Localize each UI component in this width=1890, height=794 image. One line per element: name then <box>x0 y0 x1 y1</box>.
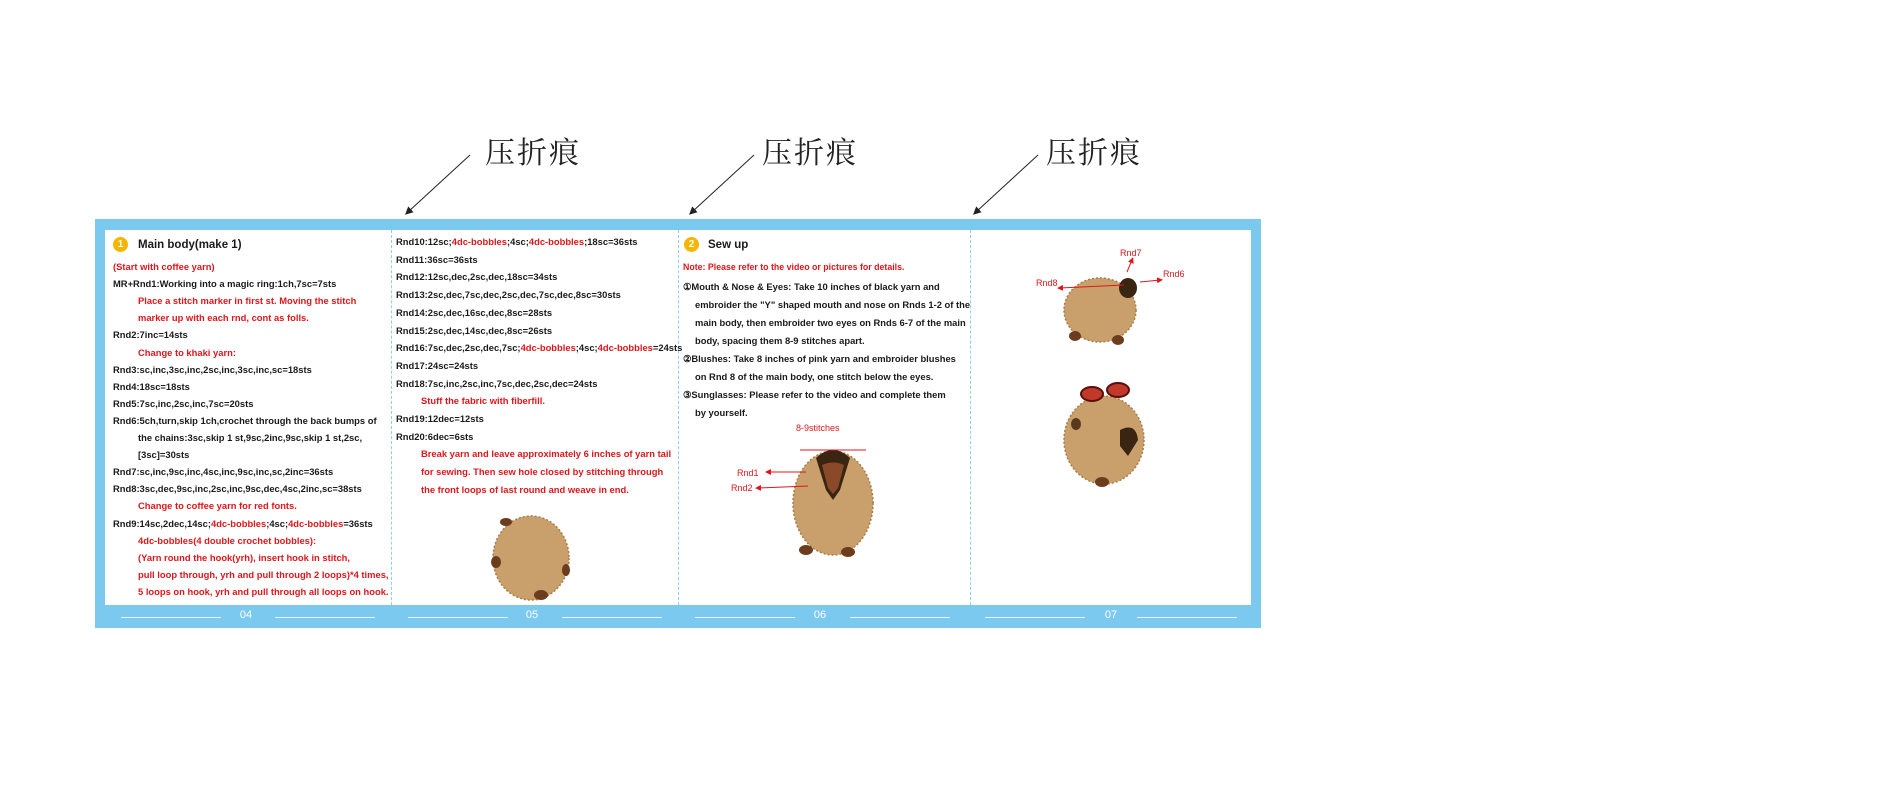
capybara-sunglasses-photo <box>1062 380 1152 490</box>
instruction-line: Change to khaki yarn: <box>138 346 236 358</box>
instruction-line: MR+Rnd1:Working into a magic ring:1ch,7sc=7sts <box>113 278 337 290</box>
fold-mark-label-3: 压折痕 <box>1046 136 1142 171</box>
instruction-line: Rnd10:12sc;4dc-bobbles;4sc;4dc-bobbles;18sc=36sts <box>396 236 638 247</box>
instruction-line: embroider the "Y" shaped mouth and nose on Rnds 1-2 of the <box>695 299 971 310</box>
fold-arrow-2 <box>692 155 754 212</box>
instruction-line: Rnd9:14sc,2dec,14sc;4dc-bobbles;4sc;4dc-bobbles=36sts <box>113 517 373 529</box>
instruction-line: Rnd16:7sc,dec,2sc,dec,7sc;4dc-bobbles;4sc;4dc-bobbles=24sts <box>396 342 683 354</box>
page-07 <box>970 230 1251 605</box>
instruction-line: Rnd4:18sc=18sts <box>113 380 190 392</box>
instruction-line: Rnd14:2sc,dec,16sc,dec,8sc=28sts <box>396 306 553 318</box>
instruction-line: 4dc-bobbles(4 double crochet bobbles): <box>138 534 317 546</box>
note-text: Note: Please refer to the video or pictures for details. <box>683 262 905 272</box>
instruction-line: Rnd7:sc,inc,9sc,inc,4sc,inc,9sc,inc,sc,2inc=36sts <box>113 466 334 478</box>
instruction-line: on Rnd 8 of the main body, one stitch below the eyes. <box>695 371 934 382</box>
label-rnd7: Rnd7 <box>1120 248 1142 258</box>
instruction-line: [3sc]=30sts <box>138 449 190 461</box>
instruction-line: the chains:3sc,skip 1 st,9sc,2inc,9sc,skip 1 st,2sc, <box>138 432 363 443</box>
instruction-line: 5 loops on hook, yrh and pull through all loops on hook. <box>138 585 389 597</box>
section-title: Sew up <box>708 239 749 251</box>
instruction-line: by yourself. <box>695 407 748 418</box>
instruction-line: the front loops of last round and weave in end. <box>421 483 629 495</box>
instruction-line: Rnd2:7inc=14sts <box>113 329 188 341</box>
page-05 <box>391 230 683 605</box>
page-04 <box>105 230 391 605</box>
fold-arrow-3 <box>976 155 1038 212</box>
instruction-line: marker up with each rnd, cont as folls. <box>138 312 309 324</box>
instruction-line: Break yarn and leave approximately 6 inches of yarn tail <box>421 448 672 460</box>
instruction-line: for sewing. Then sew hole closed by stitching through <box>421 466 664 478</box>
fold-mark-label-2: 压折痕 <box>762 136 858 171</box>
page-number: 06 <box>813 609 827 621</box>
instruction-line: Change to coffee yarn for red fonts. <box>138 500 297 512</box>
instruction-line: Rnd19:12dec=12sts <box>396 413 484 424</box>
page-number: 04 <box>239 609 253 621</box>
page-footer <box>95 609 1261 623</box>
label-rnd1: Rnd1 <box>737 468 759 478</box>
instruction-line: (Yarn round the hook(yrh), insert hook in stitch, <box>138 551 350 563</box>
instruction-line: Rnd3:sc,inc,3sc,inc,2sc,inc,3sc,inc,sc=18sts <box>113 363 312 375</box>
label-8-9-stitches: 8-9stitches <box>796 423 840 433</box>
instruction-line: Place a stitch marker in first st. Moving the stitch <box>138 295 357 307</box>
instruction-line: ③Sunglasses: Please refer to the video and complete them <box>683 389 946 400</box>
instruction-line: Rnd18:7sc,inc,2sc,inc,7sc,dec,2sc,dec=24sts <box>396 377 598 389</box>
instruction-line: ①Mouth & Nose & Eyes: Take 10 inches of black yarn and <box>683 281 940 292</box>
page-number: 05 <box>525 609 539 621</box>
fold-mark-label-1: 压折痕 <box>485 136 581 171</box>
instruction-line: Stuff the fabric with fiberfill. <box>421 395 545 407</box>
step-badge: 2 <box>684 237 699 252</box>
instruction-line: Rnd12:12sc,dec,2sc,dec,18sc=34sts <box>396 271 558 283</box>
page-06 <box>678 230 970 605</box>
label-rnd8: Rnd8 <box>1036 278 1058 288</box>
panel-area <box>105 230 1251 605</box>
instruction-line: (Start with coffee yarn) <box>113 261 215 272</box>
instruction-line: main body, then embroider two eyes on Rnds 6-7 of the main <box>695 317 966 328</box>
instruction-line: Rnd8:3sc,dec,9sc,inc,2sc,inc,9sc,dec,4sc,2inc,sc=38sts <box>113 483 362 495</box>
instruction-line: Rnd6:5ch,turn,skip 1ch,crochet through the back bumps of <box>113 414 377 426</box>
instruction-line: body, spacing them 8-9 stitches apart. <box>695 335 865 346</box>
page-number: 07 <box>1104 609 1118 621</box>
label-rnd6: Rnd6 <box>1163 269 1185 279</box>
instruction-line: Rnd15:2sc,dec,14sc,dec,8sc=26sts <box>396 324 553 336</box>
instruction-line: Rnd17:24sc=24sts <box>396 359 479 371</box>
instruction-line: pull loop through, yrh and pull through 2 loops)*4 times, <box>138 568 389 580</box>
fold-arrow-1 <box>408 155 470 212</box>
step-badge: 1 <box>113 237 128 252</box>
instruction-line: Rnd5:7sc,inc,2sc,inc,7sc=20sts <box>113 397 254 409</box>
instruction-line: Rnd11:36sc=36sts <box>396 253 478 265</box>
instruction-line: ②Blushes: Take 8 inches of pink yarn and embroider blushes <box>683 353 956 364</box>
instruction-line: Rnd20:6dec=6sts <box>396 430 474 442</box>
instruction-line: Rnd13:2sc,dec,7sc,dec,2sc,dec,7sc,dec,8sc=30sts <box>396 289 621 301</box>
section-title: Main body(make 1) <box>138 239 242 251</box>
label-rnd2: Rnd2 <box>731 483 753 493</box>
capybara-back-photo <box>486 510 581 605</box>
brochure-sheet <box>95 219 1261 628</box>
